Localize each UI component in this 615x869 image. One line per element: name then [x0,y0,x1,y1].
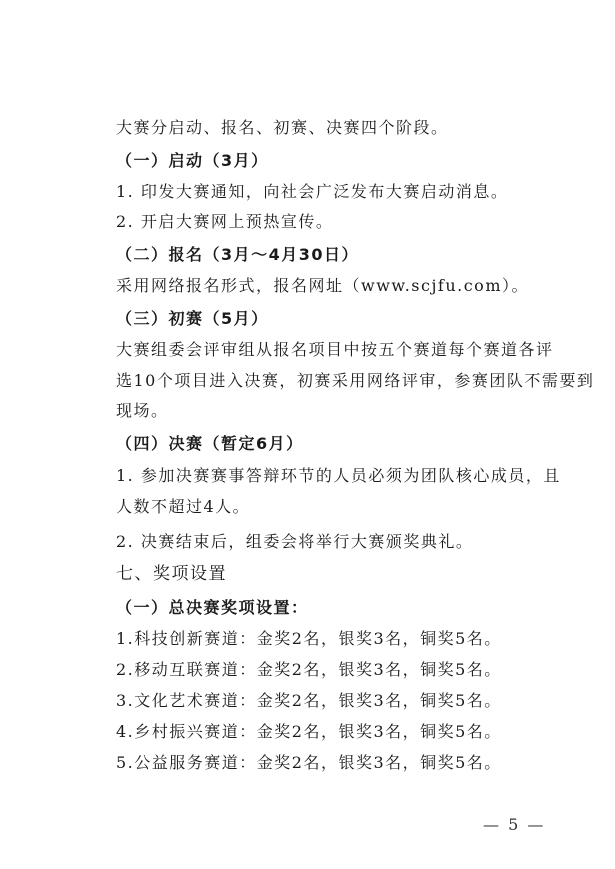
heading-registration: （二）报名（3月～4月30日） [116,245,360,264]
preliminary-text-line-3: 现场。 [116,401,169,420]
award-track-3: 3.文化艺术赛道：金奖2名，银奖3名，铜奖5名。 [116,691,502,710]
heading-preliminary: （三）初赛（5月） [116,309,269,328]
page-number: — 5 — [483,815,546,834]
registration-text: 采用网络报名形式，报名网址（www.scjfu.com）。 [116,276,529,295]
award-track-4: 4.乡村振兴赛道：金奖2名，银奖3名，铜奖5名。 [116,722,502,741]
section-heading-awards: 七、奖项设置 [116,564,227,584]
launch-item-1: 1. 印发大赛通知，向社会广泛发布大赛启动消息。 [116,182,509,201]
preliminary-text-line-2: 选10个项目进入决赛，初赛采用网络评审，参赛团队不需要到 [116,371,595,390]
stage-intro-text: 大赛分启动、报名、初赛、决赛四个阶段。 [116,118,449,137]
award-track-5: 5.公益服务赛道：金奖2名，银奖3名，铜奖5名。 [116,753,502,772]
final-item-1-line-1: 1. 参加决赛赛事答辩环节的人员必须为团队核心成员，且 [116,466,561,485]
heading-final-awards: （一）总决赛奖项设置： [116,598,309,617]
final-item-2: 2. 决赛结束后，组委会将举行大赛颁奖典礼。 [116,532,474,551]
final-item-1-line-2: 人数不超过4人。 [116,497,251,516]
launch-item-2: 2. 开启大赛网上预热宣传。 [116,212,334,231]
preliminary-text-line-1: 大赛组委会评审组从报名项目中按五个赛道每个赛道各评 [116,340,554,359]
award-track-1: 1.科技创新赛道：金奖2名，银奖3名，铜奖5名。 [116,629,502,648]
heading-final: （四）决赛（暂定6月） [116,434,304,453]
award-track-2: 2.移动互联赛道：金奖2名，银奖3名，铜奖5名。 [116,660,502,679]
heading-launch: （一）启动（3月） [116,151,269,170]
